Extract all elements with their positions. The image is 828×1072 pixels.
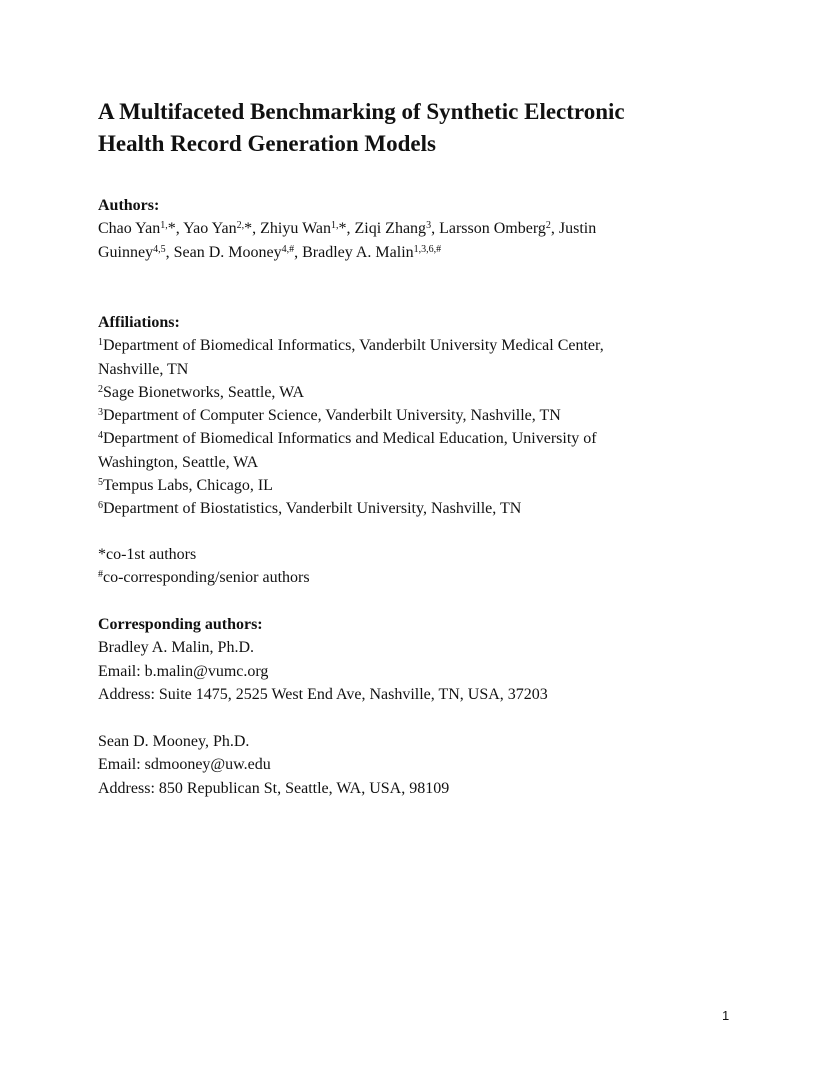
corresponding-email: Email: b.malin@vumc.org <box>98 662 269 680</box>
co-first-note: *co-1st authors <box>98 546 197 563</box>
title-line-2: Health Record Generation Models <box>98 131 436 156</box>
author-affiliation-sup: 1, <box>160 220 168 232</box>
authors-line-2: Guinney$^{4,5}$, Sean D. Mooney$^{4,\#}$, Bradley A. Malin$^{1,3,6,\#}$ <box>98 243 442 261</box>
corresponding-name: Bradley A. Malin, Ph.D. <box>98 639 254 657</box>
paper-title <box>98 96 738 160</box>
page-number: 1 <box>722 1008 730 1023</box>
author-name: Chao Yan <box>98 220 161 238</box>
author-name: Justin <box>558 220 597 238</box>
author-notes <box>98 543 738 590</box>
authors-line-1: Chao Yan$^{1,}$*, Yao Yan$^{2,}$*, Zhiyu Wan$^{1,}$*, Ziqi Zhang$^3$, Larsson Omberg$^2$, Justin <box>98 220 597 238</box>
author-affiliation-sup: 1,3,6,# <box>413 243 442 255</box>
authors-heading: Authors: <box>98 197 160 214</box>
author-name: Guinney <box>98 243 154 261</box>
corresponding-address: Address: 850 Republican St, Seattle, WA, USA, 98109 <box>98 779 450 797</box>
corresponding-email: Email: sdmooney@uw.edu <box>98 756 271 774</box>
affiliation-item: $^2$Sage Bionetworks, Seattle, WA <box>98 383 305 401</box>
corresponding-authors-section <box>98 613 738 706</box>
affiliation-item: $^3$Department of Computer Science, Vanderbilt University, Nashville, TN <box>98 407 561 425</box>
author-name: Zhiyu Wan <box>260 220 332 238</box>
affiliation-item: $^5$Tempus Labs, Chicago, IL <box>98 477 273 495</box>
author-name: Ziqi Zhang <box>354 220 427 238</box>
author-affiliation-sup: 1, <box>331 220 339 232</box>
author-affiliation-sup: 2 <box>545 220 551 232</box>
affiliations-heading: Affiliations: <box>98 314 180 331</box>
corresponding-address: Address: Suite 1475, 2525 West End Ave, Nashville, TN, USA, 37203 <box>98 685 548 703</box>
title-line-1: A Multifaceted Benchmarking of Synthetic Electronic <box>98 99 625 124</box>
co-corresponding-note: #co-corresponding/senior authors <box>98 569 310 587</box>
author-name: Sean D. Mooney <box>173 243 282 261</box>
author-affiliation-sup: 4,5 <box>153 243 166 255</box>
author-name: Yao Yan <box>183 220 237 238</box>
affiliation-item-continued: Nashville, TN <box>98 360 189 378</box>
affiliation-item-continued: Washington, Seattle, WA <box>98 453 259 471</box>
author-affiliation-sup: 3 <box>426 220 432 232</box>
author-name: Bradley A. Malin <box>302 243 414 261</box>
affiliation-item: $^1$Department of Biomedical Informatics, Vanderbilt University Medical Center, <box>98 337 604 355</box>
corresponding-author-2 <box>98 730 738 800</box>
author-name: Larsson Omberg <box>439 220 546 238</box>
corresponding-name: Sean D. Mooney, Ph.D. <box>98 733 250 750</box>
authors-section <box>98 194 738 264</box>
corresponding-heading: Corresponding authors: <box>98 616 263 633</box>
affiliation-item: $^4$Department of Biomedical Informatics and Medical Education, University of <box>98 430 597 448</box>
affiliations-section <box>98 311 738 521</box>
author-affiliation-sup: 2, <box>236 220 245 232</box>
affiliation-item: $^6$Department of Biostatistics, Vanderbilt University, Nashville, TN <box>98 500 522 518</box>
author-affiliation-sup: 4,# <box>281 243 295 255</box>
